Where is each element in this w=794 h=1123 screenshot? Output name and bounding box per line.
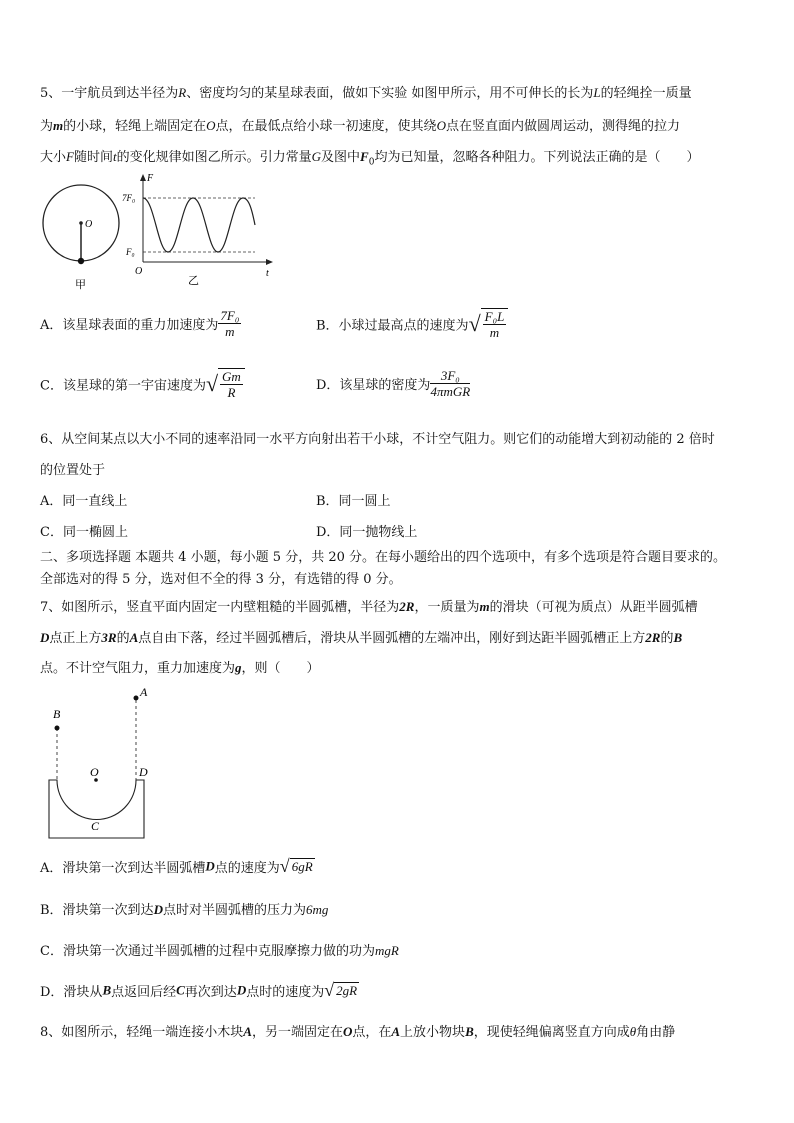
value-mgR: mgR bbox=[374, 943, 399, 958]
fig-label-B: B bbox=[53, 707, 61, 721]
q5-var-m: m bbox=[53, 118, 64, 133]
var-B: B bbox=[102, 982, 112, 998]
q7-text: ，则（ ） bbox=[241, 661, 320, 676]
q7-option-b[interactable] bbox=[40, 899, 328, 918]
q5-text: 点，在最低点给小球一初速度，使其绕 bbox=[215, 119, 437, 134]
q5-var-L: L bbox=[593, 85, 601, 100]
q7-var-m: m bbox=[479, 599, 490, 614]
axis-label-t: t bbox=[266, 268, 269, 279]
option-text: C．该星球的第一宇宙速度为 bbox=[40, 378, 206, 394]
q5-line-1 bbox=[40, 82, 692, 101]
q7-text: 7、如图所示，竖直平面内固定一内壁粗糙的半圆弧槽，半径为 bbox=[40, 600, 400, 615]
fig-label-yi: 乙 bbox=[188, 275, 199, 287]
fig-label-O: O bbox=[85, 219, 93, 230]
q5-text: 的轻绳拴一质量 bbox=[600, 86, 692, 101]
value-6mg: 6mg bbox=[305, 902, 329, 917]
q7-var-2R: 2R bbox=[399, 599, 415, 614]
q6-option-d[interactable]: D．同一抛物线上 bbox=[316, 525, 418, 540]
axis-origin: O bbox=[135, 266, 143, 277]
frac-num: 7F₀ bbox=[220, 308, 240, 323]
frac-num: F₀L bbox=[484, 309, 505, 324]
q7-figure bbox=[44, 680, 164, 840]
option-text: 点返回后经 bbox=[111, 985, 177, 1000]
sqrt-body: 6gR bbox=[291, 859, 313, 874]
q5-figure-yi bbox=[120, 170, 280, 292]
q7-var-3R: 3R bbox=[101, 630, 117, 645]
ball bbox=[78, 258, 84, 264]
q7-text: 的滑块（可视为质点）从距半圆弧槽 bbox=[489, 600, 698, 615]
q5-option-b[interactable] bbox=[316, 308, 508, 340]
section-2-line-1: 二、多项选择题 本题共 4 小题，每小题 5 分，共 20 分。在每小题给出的四个选项中，有多个选项是符合题目要求的。 bbox=[40, 550, 727, 565]
q5-text: 大小 bbox=[40, 150, 67, 165]
sqrt-expr bbox=[206, 368, 245, 400]
tick-F0: F₀ bbox=[126, 247, 135, 257]
q5-var-F0-sub: 0 bbox=[368, 157, 375, 168]
q5-text: 均为已知量，忽略各种阻力。下列说法正确的是（ ） bbox=[374, 150, 700, 165]
q5-text: 的小球，轻绳上端固定在 bbox=[63, 119, 207, 134]
frac-density bbox=[430, 368, 470, 399]
sqrt-body bbox=[218, 368, 245, 400]
y-axis-arrow bbox=[140, 174, 146, 181]
q5-var-F0: F bbox=[360, 149, 369, 164]
q7-var-B: B bbox=[673, 630, 683, 645]
var-D: D bbox=[236, 982, 247, 998]
option-text: D．该星球的密度为 bbox=[316, 378, 431, 393]
q8-text: 点，在 bbox=[352, 1025, 392, 1040]
q7-option-d[interactable] bbox=[40, 980, 359, 1001]
q6-option-c[interactable]: C．同一椭圆上 bbox=[40, 525, 128, 540]
option-text: 点时对半圆弧槽的压力为 bbox=[162, 903, 306, 918]
q8-line-1 bbox=[40, 1021, 675, 1040]
var-D: D bbox=[205, 858, 215, 874]
option-text: B．小球过最高点的速度为 bbox=[316, 318, 469, 334]
x-axis-arrow bbox=[266, 259, 273, 265]
fig-label-C: C bbox=[91, 819, 100, 833]
point-B bbox=[55, 726, 60, 731]
q5-line-2 bbox=[40, 115, 680, 134]
q7-text: 的 bbox=[660, 631, 674, 646]
pivot-point bbox=[79, 221, 83, 225]
q5-text: 及图中 bbox=[321, 150, 361, 165]
q7-text: ，一质量为 bbox=[414, 600, 480, 615]
sqrt-6gR: √ 6gR bbox=[279, 856, 313, 876]
q5-var-O: O bbox=[206, 118, 216, 133]
fig-label-O: O bbox=[90, 765, 99, 779]
q8-text: 8、如图所示，轻绳一端连接小木块 bbox=[40, 1025, 244, 1040]
q7-var-A: A bbox=[129, 630, 139, 645]
q5-var-F: F bbox=[66, 149, 74, 164]
q5-text: 5、一宇航员到达半径为 bbox=[40, 86, 179, 101]
frac-num: 3F₀ bbox=[430, 368, 470, 384]
sqrt-body bbox=[481, 308, 509, 340]
q7-text: 的 bbox=[116, 631, 130, 646]
tick-7F0: 7F₀ bbox=[122, 193, 136, 203]
radical-sign: √ bbox=[468, 311, 481, 336]
sqrt-expr bbox=[469, 308, 509, 340]
point-A bbox=[134, 696, 139, 701]
q6-option-b[interactable]: B．同一圆上 bbox=[316, 494, 391, 509]
q5-line-3 bbox=[40, 146, 699, 168]
q5-var-G: G bbox=[311, 149, 322, 164]
section-2-line-2: 全部选对的得 5 分，选对但不全的得 3 分，有选错的得 0 分。 bbox=[40, 572, 402, 587]
q8-text: 上放小物块 bbox=[400, 1025, 466, 1040]
q7-var-2R: 2R bbox=[645, 630, 661, 645]
q5-text: 的变化规律如图乙所示。引力常量 bbox=[116, 150, 312, 165]
q5-text: 随时间 bbox=[73, 150, 113, 165]
q5-var-O: O bbox=[436, 118, 446, 133]
option-text: A．该星球表面的重力加速度为 bbox=[40, 318, 219, 333]
q7-line-1 bbox=[40, 596, 698, 615]
sqrt-2gR: √ 2gR bbox=[324, 980, 358, 1000]
q5-text: 为 bbox=[40, 119, 54, 134]
frac-num: Gm bbox=[222, 369, 241, 384]
q5-option-a[interactable] bbox=[40, 308, 241, 339]
sqrt-body: 2gR bbox=[336, 983, 358, 998]
q8-var-theta: θ bbox=[629, 1024, 637, 1039]
q5-text: 点在竖直面内做圆周运动，测得绳的拉力 bbox=[445, 119, 680, 134]
option-text: 点的速度为 bbox=[214, 861, 280, 876]
q5-var-R: R bbox=[178, 85, 187, 100]
frac-7F0-m bbox=[218, 308, 241, 339]
q7-option-a[interactable] bbox=[40, 856, 315, 877]
q8-var-A: A bbox=[243, 1024, 252, 1039]
q8-var-A: A bbox=[391, 1024, 401, 1039]
option-text: 再次到达 bbox=[184, 985, 237, 1000]
option-text: C．滑块第一次通过半圆弧槽的过程中克服摩擦力做的功为 bbox=[40, 944, 375, 959]
q5-option-c[interactable] bbox=[40, 368, 245, 400]
q6-option-a[interactable]: A．同一直线上 bbox=[40, 494, 128, 509]
q5-var-t: t bbox=[112, 149, 117, 164]
frac-den: m bbox=[489, 325, 500, 340]
q8-var-O: O bbox=[342, 1024, 353, 1039]
radical-sign: √ bbox=[205, 371, 219, 396]
var-C: C bbox=[176, 982, 185, 998]
frac-den: m bbox=[225, 324, 235, 339]
option-text: D．滑块从 bbox=[40, 985, 103, 1000]
q6-line-2: 的位置处于 bbox=[40, 463, 106, 478]
axis-label-F: F bbox=[147, 173, 154, 184]
q7-text: 点自由下落，经过半圆弧槽后，滑块从半圆弧槽的左端冲出，刚好到达距半圆弧槽正上方 bbox=[138, 631, 646, 646]
q7-text: 点正上方 bbox=[49, 631, 102, 646]
q7-line-3 bbox=[40, 657, 320, 676]
option-text: 点时的速度为 bbox=[246, 985, 325, 1000]
force-curve bbox=[143, 198, 255, 252]
q6-line-1: 6、从空间某点以大小不同的速率沿同一水平方向射出若干小球，不计空气阻力。则它们的动能增大到初动能的 2 倍时 bbox=[40, 432, 715, 447]
q7-text: 点。不计空气阻力，重力加速度为 bbox=[40, 661, 236, 676]
q8-text: 角由静 bbox=[636, 1025, 676, 1040]
frac-den: 4πmGR bbox=[430, 384, 471, 399]
q7-line-2 bbox=[40, 627, 682, 646]
q8-text: ，现使轻绳偏离竖直方向成 bbox=[473, 1025, 630, 1040]
fig-label-A: A bbox=[140, 685, 148, 699]
q5-text: 、密度均匀的某星球表面，做如下实验 如图甲所示，用不可伸长的长为 bbox=[186, 86, 594, 101]
q7-option-c[interactable] bbox=[40, 940, 399, 959]
q8-text: ，另一端固定在 bbox=[251, 1025, 343, 1040]
option-text: A．滑块第一次到达半圆弧槽 bbox=[40, 861, 206, 876]
frac-den: R bbox=[227, 385, 236, 400]
fig-label-D: D bbox=[139, 765, 148, 779]
q5-option-d[interactable] bbox=[316, 368, 470, 399]
q7-var-D: D bbox=[40, 630, 50, 645]
q8-var-B: B bbox=[465, 1024, 474, 1039]
fig-label-jia: 甲 bbox=[75, 279, 86, 291]
var-D: D bbox=[153, 902, 163, 917]
q7-var-g: g bbox=[235, 660, 242, 675]
option-text: B．滑块第一次到达 bbox=[40, 903, 154, 918]
